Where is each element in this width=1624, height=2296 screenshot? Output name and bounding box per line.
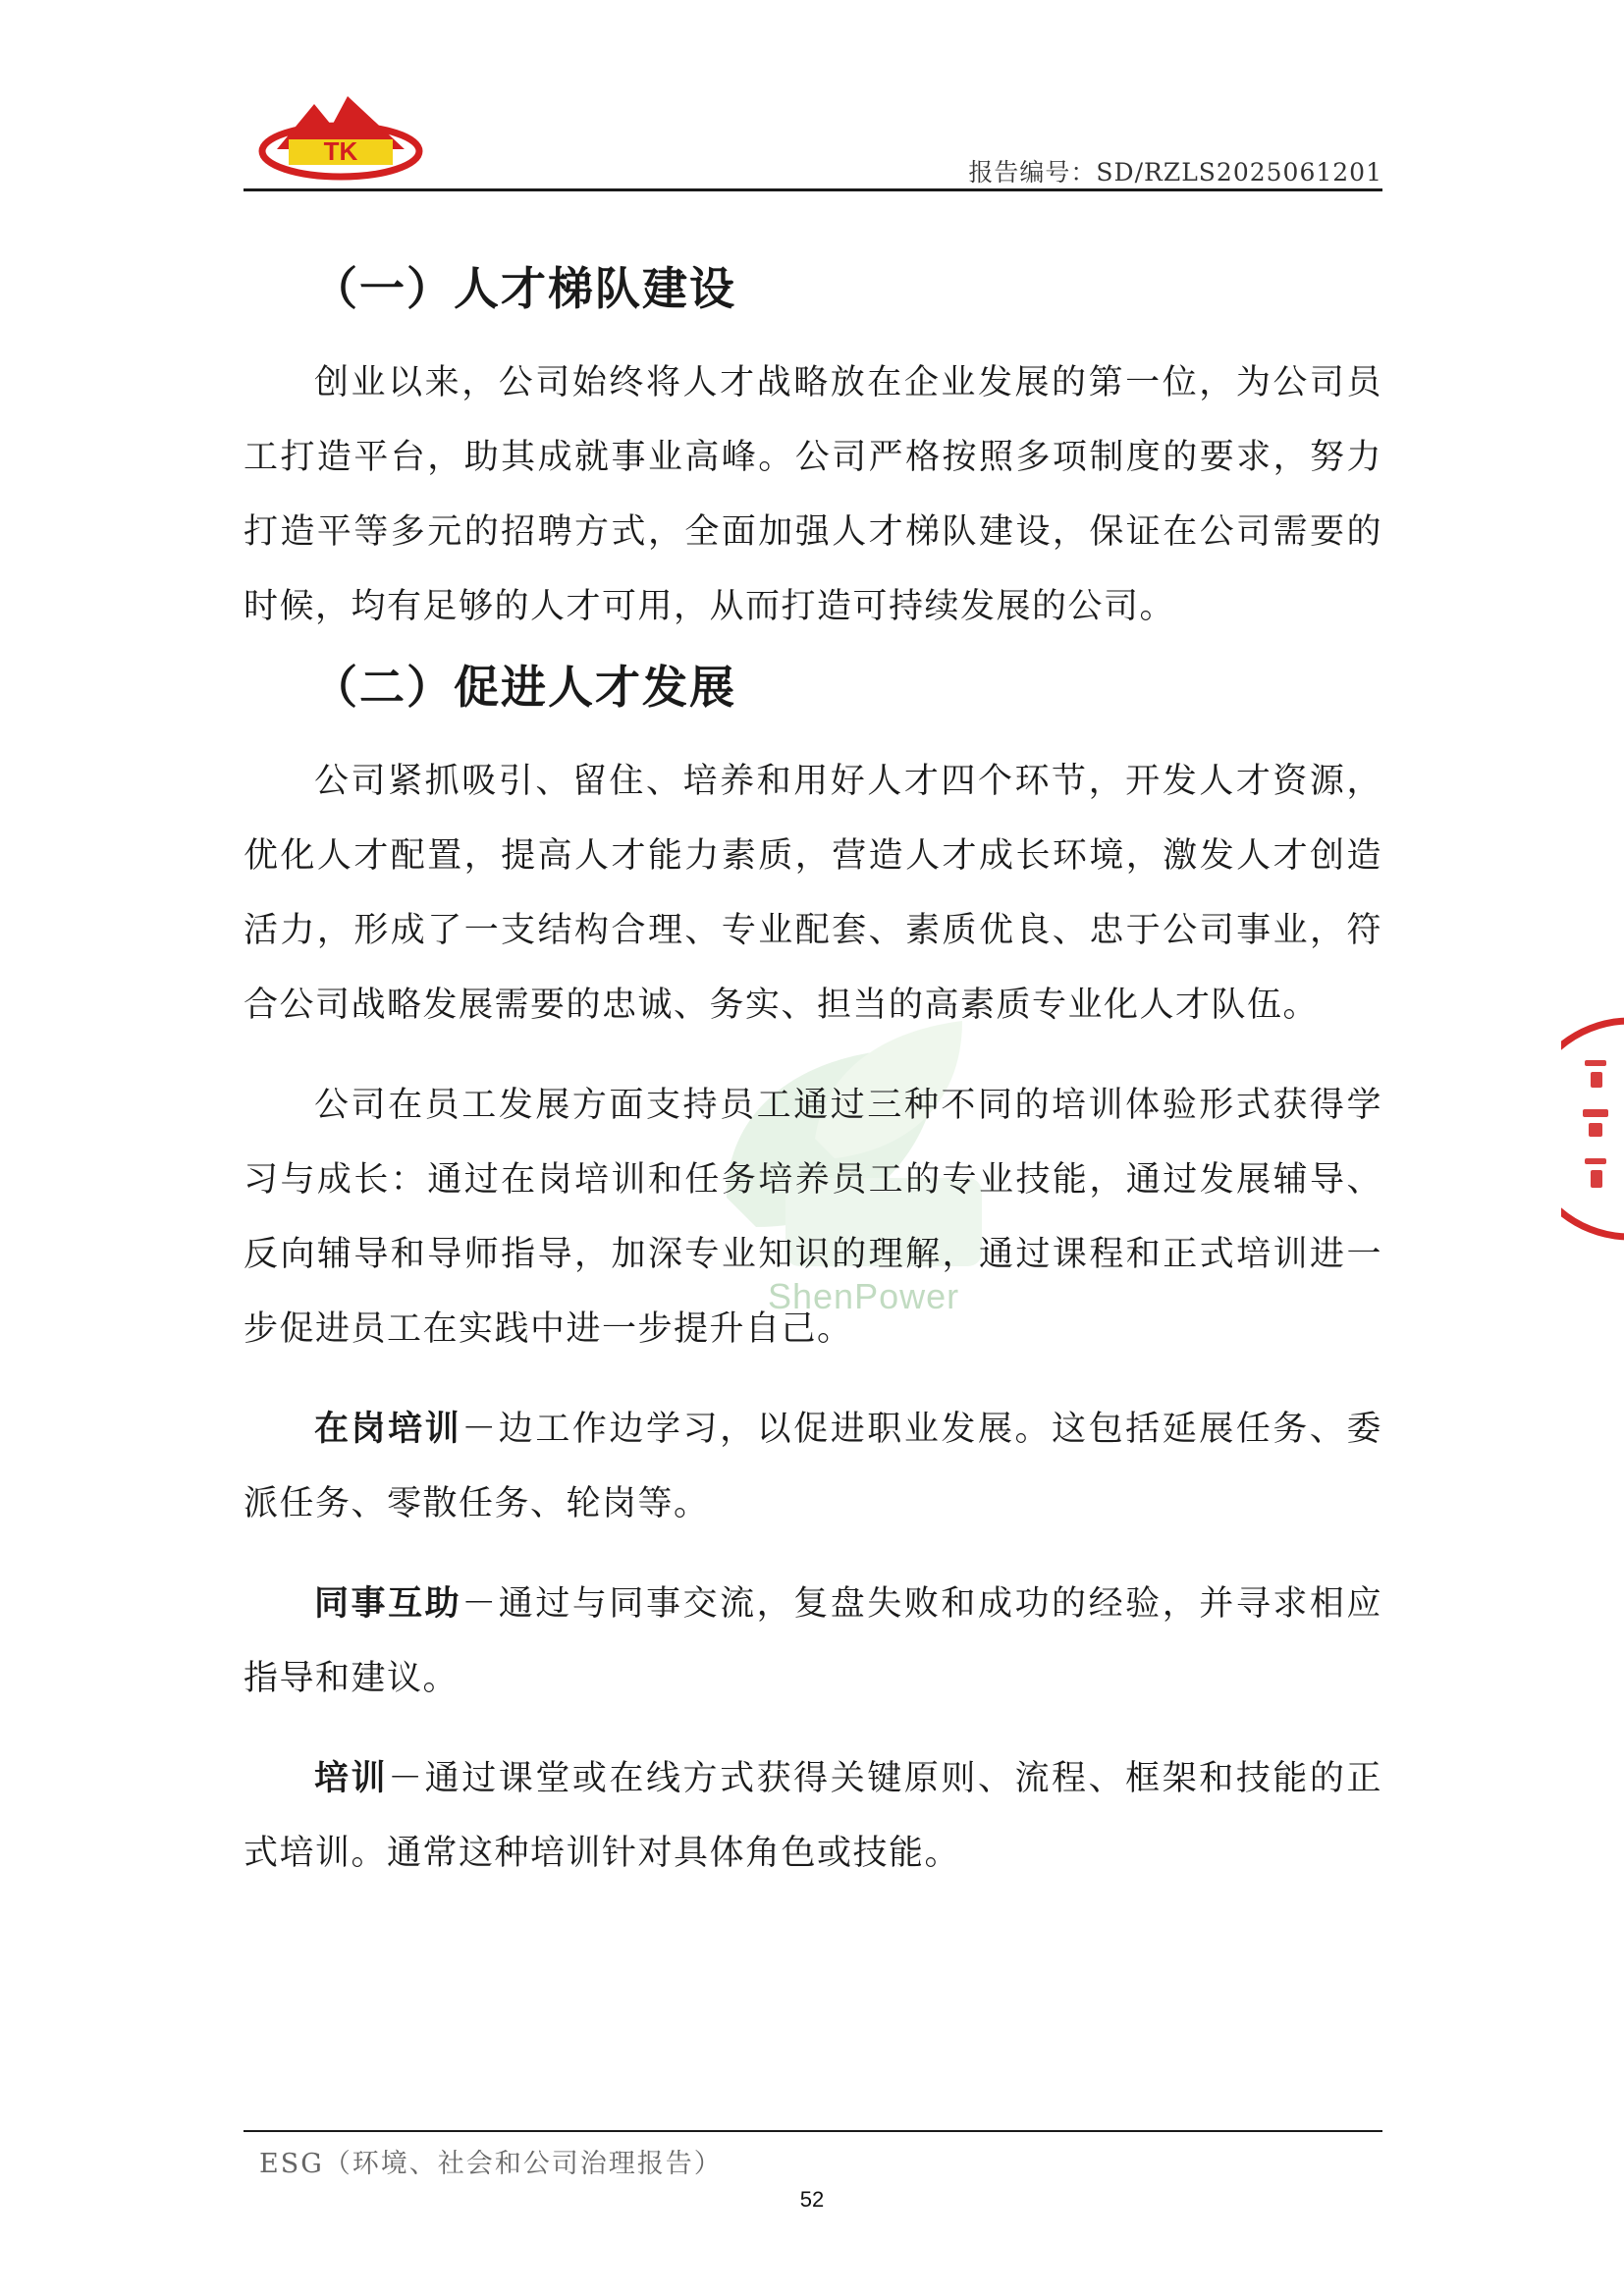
page-number: 52 [799, 2187, 825, 2212]
company-logo [257, 90, 424, 185]
section-heading-talent-pipeline: （一）人才梯队建设 [312, 262, 736, 315]
logo-text: TK [323, 136, 358, 166]
red-seal-stamp [1561, 1011, 1624, 1247]
training-item-on-job [244, 1392, 1382, 1541]
main-content [244, 245, 1382, 1891]
training-description: －通过课堂或在线方式获得关键原则、流程、框架和技能的正式培训。通常这种培训针对具体角色或技能。 [244, 1759, 1382, 1873]
training-term: 同事互助 [314, 1584, 462, 1624]
paragraph-talent-pipeline: 创业以来，公司始终将人才战略放在企业发展的第一位，为公司员工打造平台，助其成就事业高峰。公司严格按照多项制度的要求，努力打造平等多元的招聘方式，全面加强人才梯队建设，保证在公司需要的时候，均有足够的人才可用，从而打造可持续发展的公司。 [244, 363, 1382, 626]
header-divider [244, 188, 1382, 191]
training-description: －边工作边学习，以促进职业发展。这包括延展任务、委派任务、零散任务、轮岗等。 [244, 1410, 1382, 1523]
training-item-peer-support [244, 1567, 1382, 1716]
training-term: 培训 [314, 1759, 389, 1798]
section-heading-talent-development: （二）促进人才发展 [312, 661, 736, 714]
paragraph-talent-development: 公司紧抓吸引、留住、培养和用好人才四个环节，开发人才资源，优化人才配置，提高人才能力素质，营造人才成长环境，激发人才创造活力，形成了一支结构合理、专业配套、素质优良、忠于公司事业，符合公司战略发展需要的忠诚、务实、担当的高素质专业化人才队伍。 [244, 762, 1382, 1025]
footer-title: ESG（环境、社会和公司治理报告） [259, 2149, 723, 2179]
report-number: 报告编号：SD/RZLS2025061201 [968, 158, 1382, 187]
training-term: 在岗培训 [314, 1410, 462, 1449]
training-description: －通过与同事交流，复盘失败和成功的经验，并寻求相应指导和建议。 [244, 1584, 1382, 1698]
training-item-formal [244, 1741, 1382, 1891]
watermark-text: ShenPower [768, 1276, 960, 1316]
footer-divider [244, 2130, 1382, 2132]
paragraph-training-forms: 公司在员工发展方面支持员工通过三种不同的培训体验形式获得学习与成长：通过在岗培训和任务培养员工的专业技能，通过发展辅导、反向辅导和导师指导，加深专业知识的理解，通过课程和正式培训进一步促进员工在实践中进一步提升自己。 [244, 1086, 1382, 1349]
